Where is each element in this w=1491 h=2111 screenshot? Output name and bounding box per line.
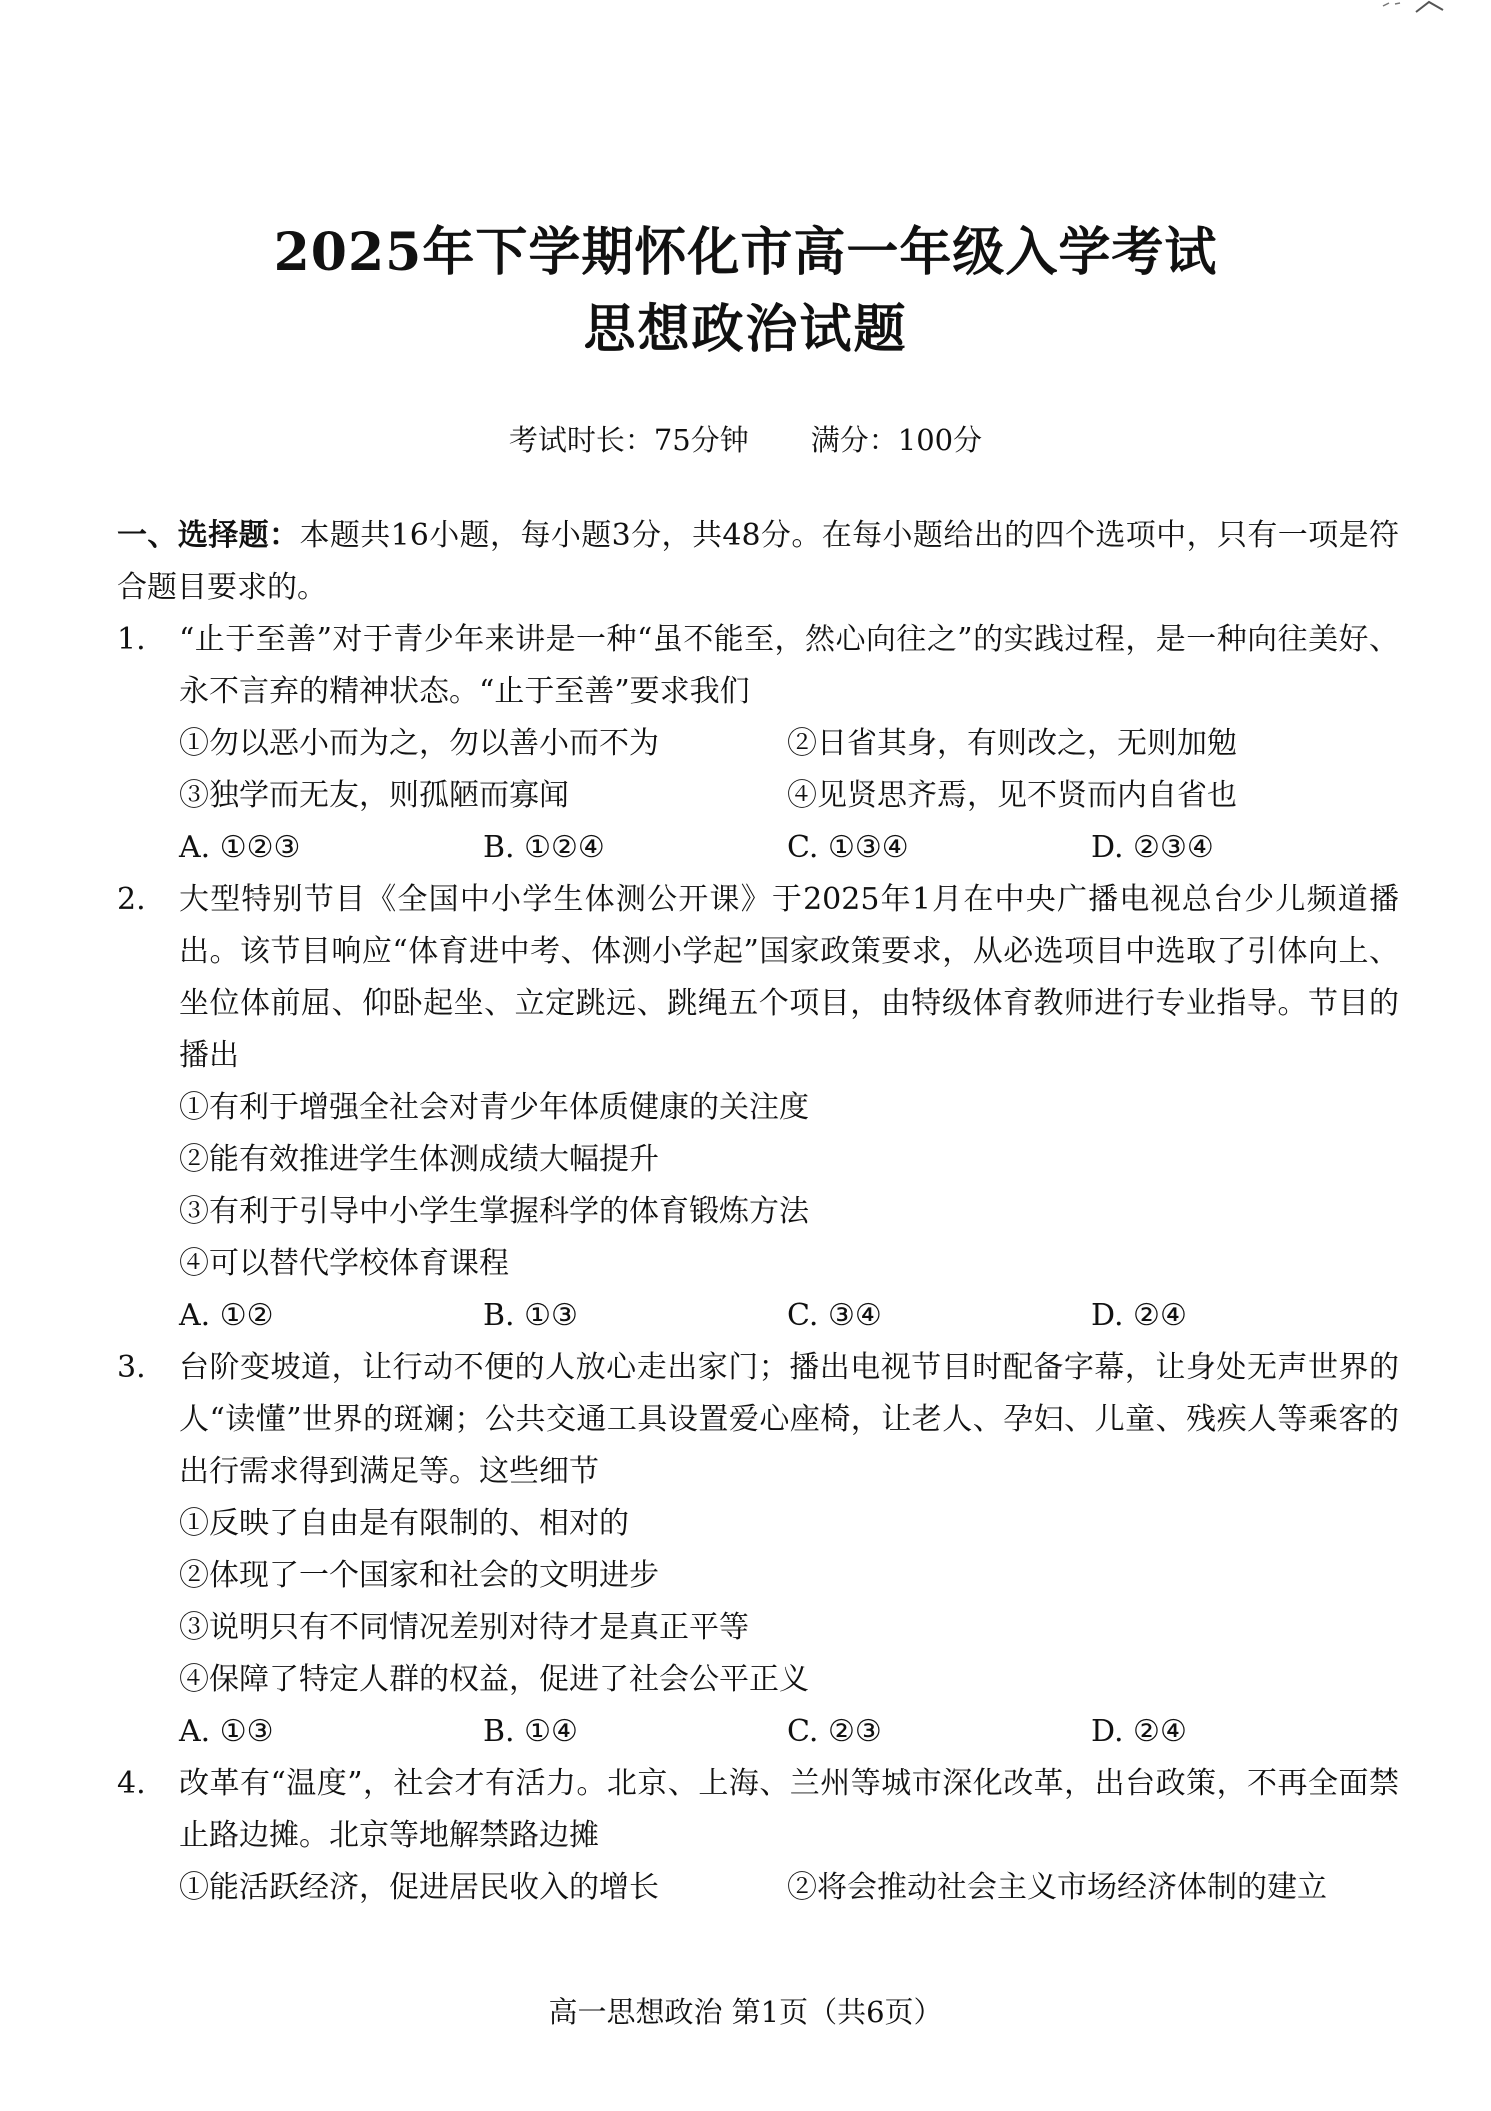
statement-option: ②体现了一个国家和社会的文明进步 xyxy=(179,1558,659,1593)
option-row xyxy=(179,770,1399,822)
statement-option: ②能有效推进学生体测成绩大幅提升 xyxy=(179,1142,659,1177)
question-3 xyxy=(117,1342,1399,1758)
answer-choices xyxy=(179,822,1399,874)
question-stem: 改革有“温度”，社会才有活力。北京、上海、兰州等城市深化改革，出台政策，不再全面禁止路边摊。北京等地解禁路边摊 xyxy=(179,1766,1399,1853)
statement-option: ①能活跃经济，促进居民收入的增长 xyxy=(179,1870,659,1905)
exam-meta xyxy=(0,420,1491,460)
section-lead: 一、选择题： xyxy=(117,518,300,553)
statement-option: ④保障了特定人群的权益，促进了社会公平正义 xyxy=(179,1662,809,1697)
answer-choice-a: A. ①② xyxy=(179,1298,274,1333)
answer-choice-d: D. ②④ xyxy=(1091,1714,1187,1749)
answer-choice-c: C. ①③④ xyxy=(787,830,909,865)
question-number: 3. xyxy=(117,1350,146,1385)
question-4 xyxy=(117,1758,1399,1914)
answer-choices xyxy=(179,1706,1399,1758)
statement-option: ④见贤思齐焉，见不贤而内自省也 xyxy=(787,778,1237,813)
statement-option: ②将会推动社会主义市场经济体制的建立 xyxy=(787,1870,1327,1905)
section-heading xyxy=(117,510,1399,614)
answer-choice-a: A. ①②③ xyxy=(179,830,301,865)
full-score: 满分：100分 xyxy=(810,423,983,457)
statement-option: ③说明只有不同情况差别对待才是真正平等 xyxy=(179,1610,749,1645)
question-number: 4. xyxy=(117,1766,146,1801)
scan-corner-mark xyxy=(1381,0,1451,14)
statement-option: ③有利于引导中小学生掌握科学的体育锻炼方法 xyxy=(179,1194,809,1229)
statement-option: ④可以替代学校体育课程 xyxy=(179,1246,509,1281)
statement-option: ②日省其身，有则改之，无则加勉 xyxy=(787,726,1237,761)
answer-choices xyxy=(179,1290,1399,1342)
answer-choice-c: C. ②③ xyxy=(787,1714,882,1749)
statement-option: ①有利于增强全社会对青少年体质健康的关注度 xyxy=(179,1090,809,1125)
page-footer: 高一思想政治 第1页（共6页） xyxy=(548,1995,943,2029)
exam-title: 2025年下学期怀化市高一年级入学考试 xyxy=(273,222,1218,283)
answer-choice-b: B. ①④ xyxy=(483,1714,578,1749)
answer-choice-d: D. ②④ xyxy=(1091,1298,1187,1333)
statement-option: ③独学而无友，则孤陋而寡闻 xyxy=(179,778,569,813)
question-stem: “止于至善”对于青少年来讲是一种“虽不能至，然心向往之”的实践过程，是一种向往美好、永不言弃的精神状态。“止于至善”要求我们 xyxy=(179,622,1399,709)
statement-option: ①反映了自由是有限制的、相对的 xyxy=(179,1506,629,1541)
question-number: 1. xyxy=(117,622,146,657)
exam-content xyxy=(117,510,1399,1914)
option-row xyxy=(179,718,1399,770)
question-stem: 大型特别节目《全国中小学生体测公开课》于2025年1月在中央广播电视总台少儿频道播出。该节目响应“体育进中考、体测小学起”国家政策要求，从必选项目中选取了引体向上、坐位体前屈、仰卧起坐、立定跳远、跳绳五个项目，由特级体育教师进行专业指导。节目的播出 xyxy=(179,882,1399,1073)
question-2 xyxy=(117,874,1399,1342)
section-instructions: 本题共16小题，每小题3分，共48分。在每小题给出的四个选项中，只有一项是符合题目要求的。 xyxy=(117,518,1400,605)
question-number: 2. xyxy=(117,882,146,917)
question-stem: 台阶变坡道，让行动不便的人放心走出家门；播出电视节目时配备字幕，让身处无声世界的人“读懂”世界的斑斓；公共交通工具设置爱心座椅，让老人、孕妇、儿童、残疾人等乘客的出行需求得到满足等。这些细节 xyxy=(179,1350,1399,1489)
answer-choice-a: A. ①③ xyxy=(179,1714,274,1749)
answer-choice-c: C. ③④ xyxy=(787,1298,882,1333)
exam-time: 考试时长：75分钟 xyxy=(508,423,749,457)
answer-choice-b: B. ①②④ xyxy=(483,830,605,865)
answer-choice-d: D. ②③④ xyxy=(1091,830,1214,865)
question-1 xyxy=(117,614,1399,874)
option-row xyxy=(179,1862,1399,1914)
answer-choice-b: B. ①③ xyxy=(483,1298,578,1333)
statement-option: ①勿以恶小而为之，勿以善小而不为 xyxy=(179,726,659,761)
exam-subject-title: 思想政治试题 xyxy=(583,299,908,360)
